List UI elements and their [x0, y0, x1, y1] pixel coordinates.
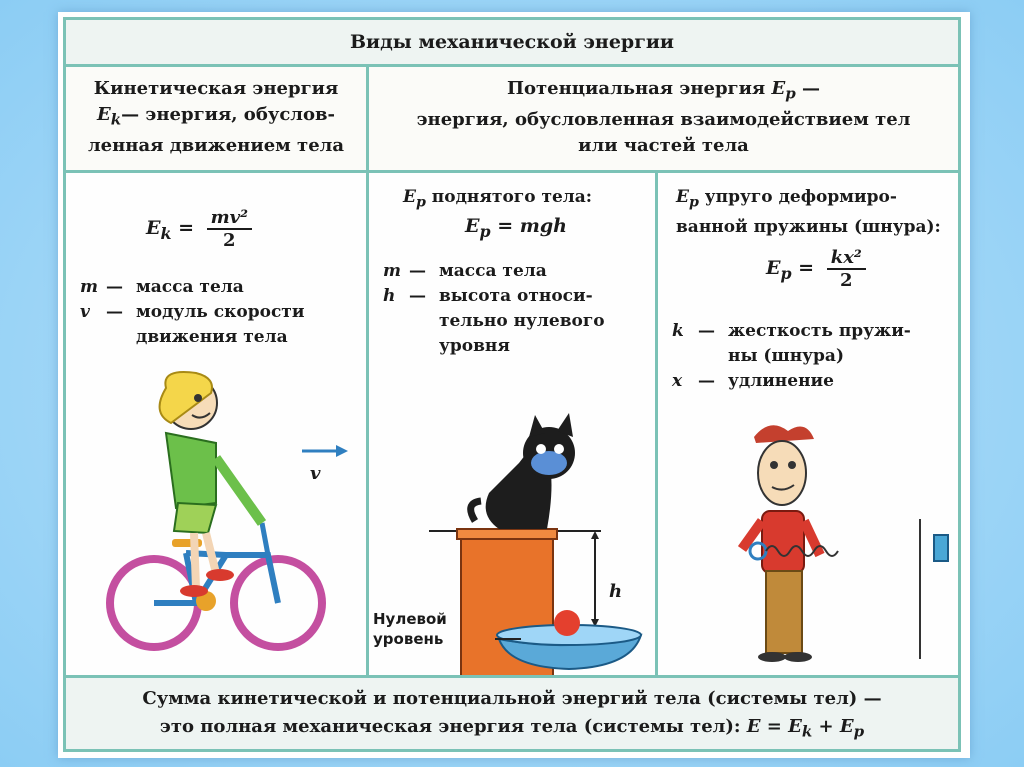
spring-definitions — [672, 319, 911, 394]
trousers — [766, 571, 802, 653]
potential-title-line2: энергия, обусловленная взаимодействием тел — [416, 108, 911, 130]
red-shirt — [762, 511, 804, 573]
height-label: h — [609, 581, 623, 602]
spring-column — [658, 173, 958, 675]
footer-line2: это полная механическая энергия тела (системы тел): $E = E_k + E_p$ — [159, 716, 865, 741]
kinetic-title-line2: $E_k—$ энергия, обуслов- — [97, 104, 335, 129]
boy-head — [758, 441, 806, 505]
velocity-label: v — [310, 463, 321, 484]
def-v-cont: движения тела — [136, 327, 288, 347]
kinetic-title — [66, 67, 366, 170]
kinetic-title-line1: Кинетическая энергия — [93, 78, 339, 99]
energy-table — [63, 17, 961, 752]
green-jacket — [166, 433, 216, 508]
kinetic-title-line3: ленная движением тела — [87, 134, 345, 156]
def-v: v — модуль скорости — [80, 302, 305, 322]
def-k: k — жесткость пружи- — [672, 321, 911, 341]
table-header — [66, 20, 958, 64]
boy-spring-illustration — [658, 421, 958, 671]
raised-caption: $E_p$ поднятого тела: — [403, 187, 593, 211]
def-h: h — высота относи- — [383, 286, 593, 306]
table-footer — [66, 678, 958, 749]
kinetic-column — [66, 173, 366, 675]
raised-body-column — [369, 173, 655, 675]
def-h-cont2: уровня — [439, 336, 510, 356]
table-title: Виды механической энергии — [349, 31, 675, 53]
cyclist-illustration — [66, 373, 366, 673]
potential-title-line1: Потенциальная энергия $E_p$ — — [506, 78, 821, 103]
def-k-cont: ны (шнура) — [728, 346, 844, 366]
kinetic-formula: $E_k$ = $\frac{\text{mv²}}{2}$ — [146, 207, 252, 251]
def-m: m — масса тела — [383, 261, 547, 281]
spring-formula: $E_p$ = $\frac{\text{kx²}}{2}$ — [766, 247, 866, 291]
def-m: m — масса тела — [80, 277, 244, 297]
spring-caption: $E_p$ упруго деформиро- ванной пружины (шнура): — [676, 187, 941, 238]
raised-definitions — [383, 259, 605, 359]
def-h-cont: тельно нулевого — [439, 311, 605, 331]
def-x: x — удлинение — [672, 371, 834, 391]
zero-level-label: Нулевой уровень — [373, 610, 447, 648]
potential-title-line3: или частей тела — [578, 134, 749, 156]
footer-line1: Сумма кинетической и потенциальной энергий тела (системы тел) — — [142, 688, 882, 709]
kinetic-definitions — [80, 275, 304, 350]
potential-title — [369, 67, 958, 170]
raised-formula: $E_p$ = mgh — [465, 215, 567, 241]
